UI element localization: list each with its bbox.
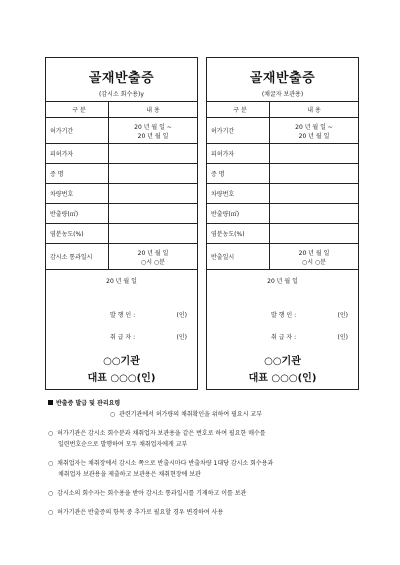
row-value[interactable] <box>270 244 359 270</box>
row-label: 증 명 <box>46 164 109 184</box>
header-category: 구 분 <box>207 102 270 118</box>
circle-bullet-icon: ○ <box>48 490 54 497</box>
instruction-text: 채취업자 보관용을 제출하고 보관용은 채취현장에 보관 <box>58 471 201 478</box>
row-value[interactable] <box>270 164 359 184</box>
header-content: 내 용 <box>109 102 198 118</box>
table-row <box>46 224 197 244</box>
table-row <box>46 184 197 204</box>
table-row <box>46 204 197 224</box>
row-label: 염분농도(%) <box>207 224 270 244</box>
instruction-text: 허가기관은 감시소 회수분과 채취업자 보관용을 같은 번호로 하여 필요한 매수를 <box>57 430 266 437</box>
card-subtitle: (채굴자 보관용) <box>261 91 304 98</box>
value-line: ○시 ○분 <box>141 258 165 266</box>
instruction-item <box>48 507 378 518</box>
table-row <box>46 144 197 164</box>
table-row <box>207 244 358 270</box>
issuing-organization: ○○기관 <box>103 356 140 367</box>
row-label: 반출일시 <box>207 244 270 270</box>
table-row <box>46 118 197 144</box>
table-row <box>207 118 358 144</box>
row-value[interactable] <box>109 164 198 184</box>
value-line: ○시 ○분 <box>302 258 326 266</box>
instruction-text: 일련번호순으로 발행하여 모두 채취업자에게 교부 <box>58 441 188 448</box>
instruction-text: 감시소의 회수자는 회수용을 받아 감시소 통과일시를 기재하고 이를 보관 <box>57 490 247 497</box>
release-slip-card-operator <box>206 57 359 390</box>
row-label: 피허가자 <box>46 144 109 164</box>
row-value[interactable] <box>109 184 198 204</box>
value-line: 20 년 월 일 <box>298 249 330 257</box>
handler-label: 취 급 자 : <box>110 334 136 341</box>
row-value[interactable] <box>109 244 198 270</box>
row-label: 반출량(㎥) <box>207 204 270 224</box>
row-value[interactable] <box>270 224 359 244</box>
instruction-item <box>48 428 378 450</box>
instructions-section <box>48 398 378 518</box>
table-header-row <box>46 102 197 118</box>
row-value[interactable] <box>270 144 359 164</box>
value-line: 20 년 월 일 <box>298 132 330 140</box>
table-row <box>207 204 358 224</box>
value-line: 20 년 월 일 <box>137 249 169 257</box>
instructions-heading <box>48 398 378 409</box>
issuer-seal: (인) <box>337 312 348 319</box>
circle-bullet-icon: ○ <box>48 460 54 467</box>
issuing-organization: ○○기관 <box>264 356 301 367</box>
handler-label: 취 급 자 : <box>271 334 297 341</box>
handler-seal: (인) <box>337 334 348 341</box>
header-content: 내 용 <box>270 102 359 118</box>
value-line: 20 년 월 일 ~ <box>295 123 333 131</box>
row-value[interactable] <box>270 184 359 204</box>
instructions-heading-text: 반출증 발급 및 관리요령 <box>56 400 121 407</box>
circle-bullet-icon: ○ <box>110 411 116 418</box>
row-value[interactable] <box>109 204 198 224</box>
table-row <box>207 184 358 204</box>
row-label: 차량번호 <box>207 184 270 204</box>
row-label: 염분농도(%) <box>46 224 109 244</box>
row-label: 피허가자 <box>207 144 270 164</box>
card-subtitle: (감시소 회수용)y <box>99 91 144 98</box>
card-title: 골재반출증 <box>88 71 155 86</box>
instruction-item <box>48 488 378 499</box>
table-row <box>46 244 197 270</box>
row-label: 감시소 통과일시 <box>46 244 109 270</box>
instruction-text: 채취업자는 채취장에서 감시소 쪽으로 반출시마다 반출차량 1대당 감시소 회수용과 <box>57 460 274 467</box>
circle-bullet-icon: ○ <box>48 430 54 437</box>
issuer-label: 발 행 인 : <box>271 312 297 319</box>
circle-bullet-icon: ○ <box>48 509 54 516</box>
row-value[interactable] <box>109 118 198 144</box>
instruction-text: 관련기관에서 허가량의 채취확인을 위하여 필요시 교부 <box>119 411 263 418</box>
table-row <box>207 224 358 244</box>
instruction-text: 허가기관은 반출증의 항목 중 추가로 필요할 경우 변경하여 사용 <box>57 509 224 516</box>
issue-date: 20 년 월 일 <box>106 278 137 285</box>
row-value[interactable] <box>109 224 198 244</box>
value-line: 20 년 월 일 <box>137 132 169 140</box>
row-value[interactable] <box>109 144 198 164</box>
instruction-item <box>48 458 378 480</box>
row-label: 증 명 <box>207 164 270 184</box>
table-row <box>207 164 358 184</box>
representative: 대표 ○○○(인) <box>87 373 156 384</box>
table-row <box>207 144 358 164</box>
square-bullet-icon <box>48 400 53 405</box>
value-line: 20 년 월 일 ~ <box>134 123 172 131</box>
header-category: 구 분 <box>46 102 109 118</box>
row-label: 차량번호 <box>46 184 109 204</box>
release-form-table <box>207 101 358 270</box>
row-value[interactable] <box>270 118 359 144</box>
handler-seal: (인) <box>176 334 187 341</box>
row-value[interactable] <box>270 204 359 224</box>
issuer-label: 발 행 인 : <box>110 312 136 319</box>
release-form-table <box>46 101 197 270</box>
row-label: 허가기간 <box>207 118 270 144</box>
instruction-item <box>48 409 378 420</box>
table-row <box>46 164 197 184</box>
representative: 대표 ○○○(인) <box>248 373 317 384</box>
card-title: 골재반출증 <box>249 71 316 86</box>
table-header-row <box>207 102 358 118</box>
issue-date: 20 년 월 일 <box>267 278 298 285</box>
row-label: 반출량(㎥) <box>46 204 109 224</box>
row-label: 허가기간 <box>46 118 109 144</box>
issuer-seal: (인) <box>176 312 187 319</box>
release-slip-card-monitor <box>45 57 198 390</box>
